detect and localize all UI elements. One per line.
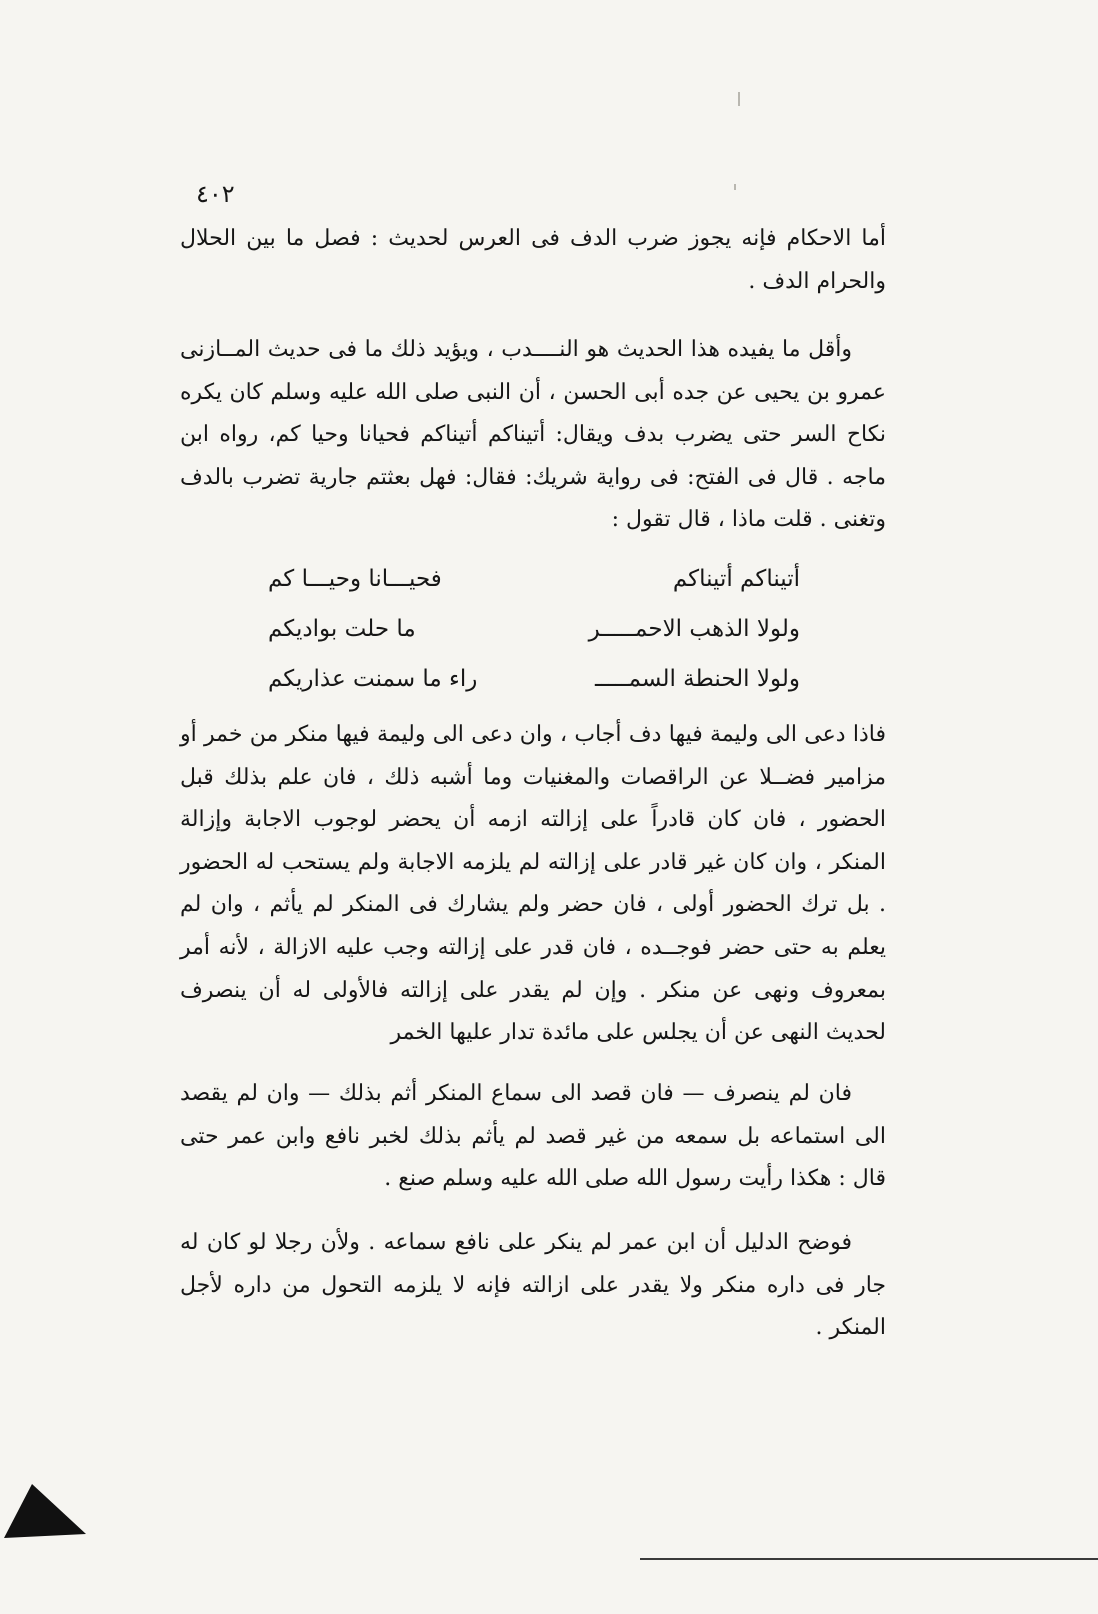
page-number: ٤٠٢ bbox=[196, 180, 235, 208]
scan-speck bbox=[734, 184, 736, 190]
paragraph-rulings: أما الاحكام فإنه يجوز ضرب الدف فى العرس لحديث : فصل ما بين الحلال والحرام الدف . bbox=[180, 226, 886, 294]
poem-hemistich-second: راء ما سمنت عذاريكم bbox=[268, 666, 478, 692]
poem-line bbox=[268, 604, 800, 654]
poem-hemistich-first: أتيناكم أتيناكم bbox=[672, 566, 800, 592]
paragraph-walima: فاذا دعى الى وليمة فيها دف أجاب ، وان دعى الى وليمة فيها منكر من خمر أو مزامير فضــلا عن الراقصات والمغنيات وما أشبه ذلك ، فان علم بذلك قبل الحضور ، فان كان قادراً على إزالته ازمه أن يحضر لوجوب الاجابة وإزالة المنكر ، وان كان غير قادر على إزالته لم يلزمه الاجابة ولم يستحب له الحضور . بل ترك الحضور أولى ، فان حضر ولم يشارك فى المنكر لم يأثم ، وان لم يعلم به حتى حضر فوجــده ، فان قدر على إزالته وجب عليه الازالة ، لأنه أمر بمعروف ونهى عن منكر . وإن لم يقدر على إزالته فالأولى له أن ينصرف لحديث النهى عن أن يجلس على مائدة تدار عليها الخمر bbox=[180, 722, 887, 1046]
poem-line bbox=[268, 554, 800, 604]
poem-hemistich-first: ولولا الذهب الاحمـــــر bbox=[588, 616, 800, 642]
page-corner-triangle-icon bbox=[4, 1480, 88, 1540]
paragraph-leaving: فان لم ينصرف — فان قصد الى سماع المنكر أثم بذلك — وان لم يقصد الى استماعه بل سمعه من غير قصد لم يأثم بذلك لخبر نافع وابن عمر حتى قال : هكذا رأيت رسول الله صلى الله عليه وسلم صنع . bbox=[180, 1081, 886, 1192]
paragraph-hadith: وأقل ما يفيده هذا الحديث هو النــــدب ، ويؤيد ذلك ما فى حديث المــازنى عمرو بن يحيى عن جده أبى الحسن ، أن النبى صلى الله عليه وسلم كان يكره نكاح السر حتى يضرب بدف ويقال: أتيناكم أتيناكم فحيانا وحيا كم، رواه ابن ماجه . قال فى الفتح: فى رواية شريك: فقال: فهل بعثتم جارية تضرب بالدف وتغنى . قلت ماذا ، قال تقول : bbox=[180, 337, 886, 533]
poem bbox=[268, 554, 800, 704]
poem-line bbox=[268, 654, 800, 704]
bottom-rule-line bbox=[640, 1558, 1098, 1560]
scan-speck bbox=[738, 92, 740, 106]
poem-hemistich-second: ما حلت بواديكم bbox=[268, 616, 416, 642]
poem-hemistich-second: فحيـــانا وحيـــا كم bbox=[268, 566, 442, 592]
poem-hemistich-first: ولولا الحنطة السمـــــ bbox=[594, 666, 800, 692]
paragraph-evidence: فوضح الدليل أن ابن عمر لم ينكر على نافع سماعه . ولأن رجلا لو كان له جار فى داره منكر ولا يقدر على ازالته فإنه لا يلزمه التحول من داره لأجل المنكر . bbox=[180, 1230, 886, 1341]
